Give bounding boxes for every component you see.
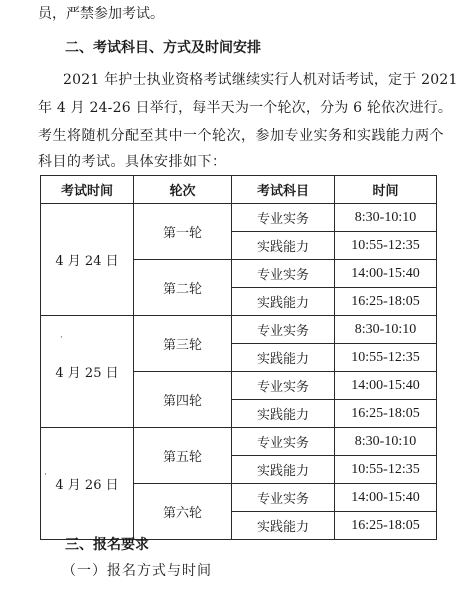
time-cell: 14:00-15:40 — [335, 484, 437, 512]
time-cell: 10:55-12:35 — [335, 232, 437, 260]
section-2-heading: 二、考试科目、方式及时间安排 — [65, 40, 261, 56]
time-cell: 14:00-15:40 — [335, 372, 437, 400]
date-cell: 4 月 25 日 — [41, 316, 134, 428]
header-round: 轮次 — [134, 176, 232, 204]
time-cell: 16:25-18:05 — [335, 512, 437, 540]
subject-cell: 实践能力 — [232, 400, 335, 428]
table-header-row — [41, 176, 437, 204]
date-cell: 4 月 26 日 — [41, 428, 134, 540]
round-cell: 第四轮 — [134, 372, 232, 428]
subject-cell: 实践能力 — [232, 232, 335, 260]
time-cell: 8:30-10:10 — [335, 316, 437, 344]
time-cell: 14:00-15:40 — [335, 260, 437, 288]
time-cell: 10:55-12:35 — [335, 456, 437, 484]
time-cell: 8:30-10:10 — [335, 428, 437, 456]
subsection-1-heading: （一）报名方式与时间 — [62, 563, 212, 579]
subject-cell: 实践能力 — [232, 344, 335, 372]
paragraph-line-1: 2021 年护士执业资格考试继续实行人机对话考试，定于 2021 — [63, 72, 458, 88]
subject-cell: 实践能力 — [232, 512, 335, 540]
round-cell: 第一轮 — [134, 204, 232, 260]
header-subject: 考试科目 — [232, 176, 335, 204]
table-row — [41, 428, 437, 456]
subject-cell: 专业实务 — [232, 372, 335, 400]
scan-speck: · — [44, 470, 47, 480]
text-line-top: 员，严禁参加考试。 — [38, 6, 164, 22]
round-cell: 第二轮 — [134, 260, 232, 316]
subject-cell: 专业实务 — [232, 484, 335, 512]
date-cell: 4 月 24 日 — [41, 204, 134, 316]
time-cell: 8:30-10:10 — [335, 204, 437, 232]
header-exam-date: 考试时间 — [41, 176, 134, 204]
paragraph-line-2: 年 4 月 24-26 日举行，每半天为一个轮次，分为 6 轮依次进行。 — [38, 100, 453, 116]
subject-cell: 实践能力 — [232, 288, 335, 316]
exam-schedule-table — [40, 175, 437, 540]
section-3-heading: 三、报名要求 — [65, 537, 149, 553]
time-cell: 16:25-18:05 — [335, 288, 437, 316]
round-cell: 第六轮 — [134, 484, 232, 540]
round-cell: 第三轮 — [134, 316, 232, 372]
paragraph-line-4: 科目的考试。具体安排如下： — [38, 154, 227, 170]
table-row — [41, 204, 437, 232]
scan-speck: · — [60, 333, 63, 343]
subject-cell: 专业实务 — [232, 260, 335, 288]
time-cell: 10:55-12:35 — [335, 344, 437, 372]
table-row — [41, 316, 437, 344]
subject-cell: 专业实务 — [232, 316, 335, 344]
subject-cell: 专业实务 — [232, 428, 335, 456]
paragraph-line-3: 考生将随机分配至其中一个轮次，参加专业实务和实践能力两个 — [38, 128, 444, 144]
header-time: 时间 — [335, 176, 437, 204]
subject-cell: 实践能力 — [232, 456, 335, 484]
round-cell: 第五轮 — [134, 428, 232, 484]
subject-cell: 专业实务 — [232, 204, 335, 232]
time-cell: 16:25-18:05 — [335, 400, 437, 428]
